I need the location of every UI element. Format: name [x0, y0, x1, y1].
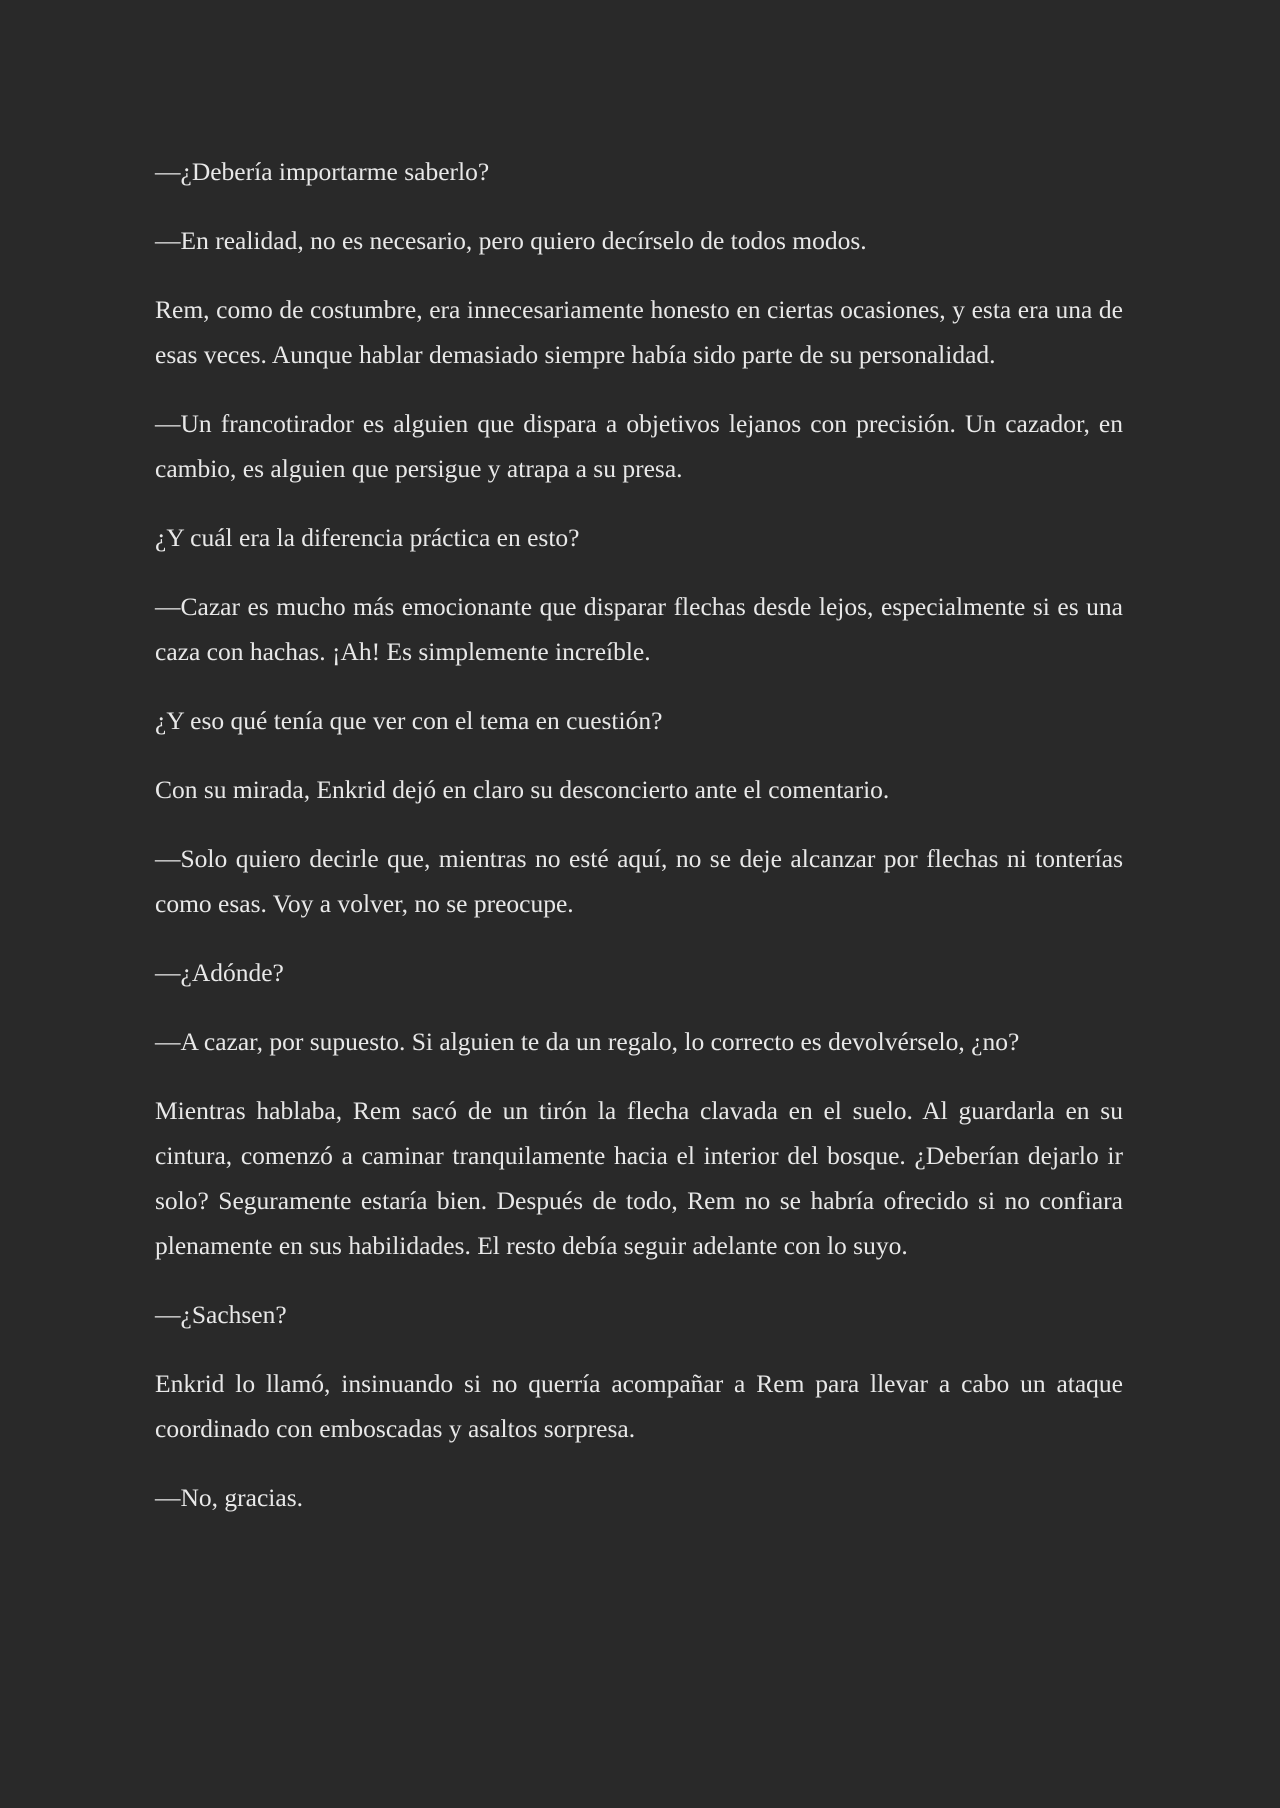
paragraph: —Un francotirador es alguien que dispara a objetivos lejanos con precisión. Un cazador, en cambio, es alguien que persigue y atrapa a su presa. — [155, 409, 1123, 483]
paragraph: —No, gracias. — [155, 1483, 303, 1512]
paragraph: ¿Y cuál era la diferencia práctica en esto? — [155, 523, 580, 552]
paragraph: —¿Sachsen? — [155, 1300, 287, 1329]
paragraph: —¿Adónde? — [155, 958, 284, 987]
paragraph: Rem, como de costumbre, era innecesariamente honesto en ciertas ocasiones, y esta era una de esas veces. Aunque hablar demasiado siempre había sido parte de su personalidad. — [155, 295, 1123, 369]
paragraph: Con su mirada, Enkrid dejó en claro su desconcierto ante el comentario. — [155, 775, 890, 804]
paragraph: —Solo quiero decirle que, mientras no esté aquí, no se deje alcanzar por flechas ni tonterías como esas. Voy a volver, no se preocupe. — [155, 844, 1123, 918]
paragraph: ¿Y eso qué tenía que ver con el tema en cuestión? — [155, 706, 663, 735]
paragraph: —En realidad, no es necesario, pero quiero decírselo de todos modos. — [155, 226, 867, 255]
paragraph: —¿Debería importarme saberlo? — [155, 157, 490, 186]
paragraph: Mientras hablaba, Rem sacó de un tirón la flecha clavada en el suelo. Al guardarla en su cintura, comenzó a caminar tranquilamente hacia el interior del bosque. ¿Deberían dejarlo ir solo? Seguramente estaría bien. Después de todo, Rem no se habría ofrecido si no confiara plenamente en sus habilidades. El resto debía seguir adelante con lo suyo. — [155, 1096, 1123, 1260]
paragraph: —Cazar es mucho más emocionante que disparar flechas desde lejos, especialmente si es una caza con hachas. ¡Ah! Es simplemente increíble. — [155, 592, 1123, 666]
paragraph: —A cazar, por supuesto. Si alguien te da un regalo, lo correcto es devolvérselo, ¿no? — [155, 1027, 1020, 1056]
paragraph: Enkrid lo llamó, insinuando si no querría acompañar a Rem para llevar a cabo un ataque coordinado con emboscadas y asaltos sorpresa. — [155, 1369, 1123, 1443]
reading-pane — [155, 149, 1123, 1544]
